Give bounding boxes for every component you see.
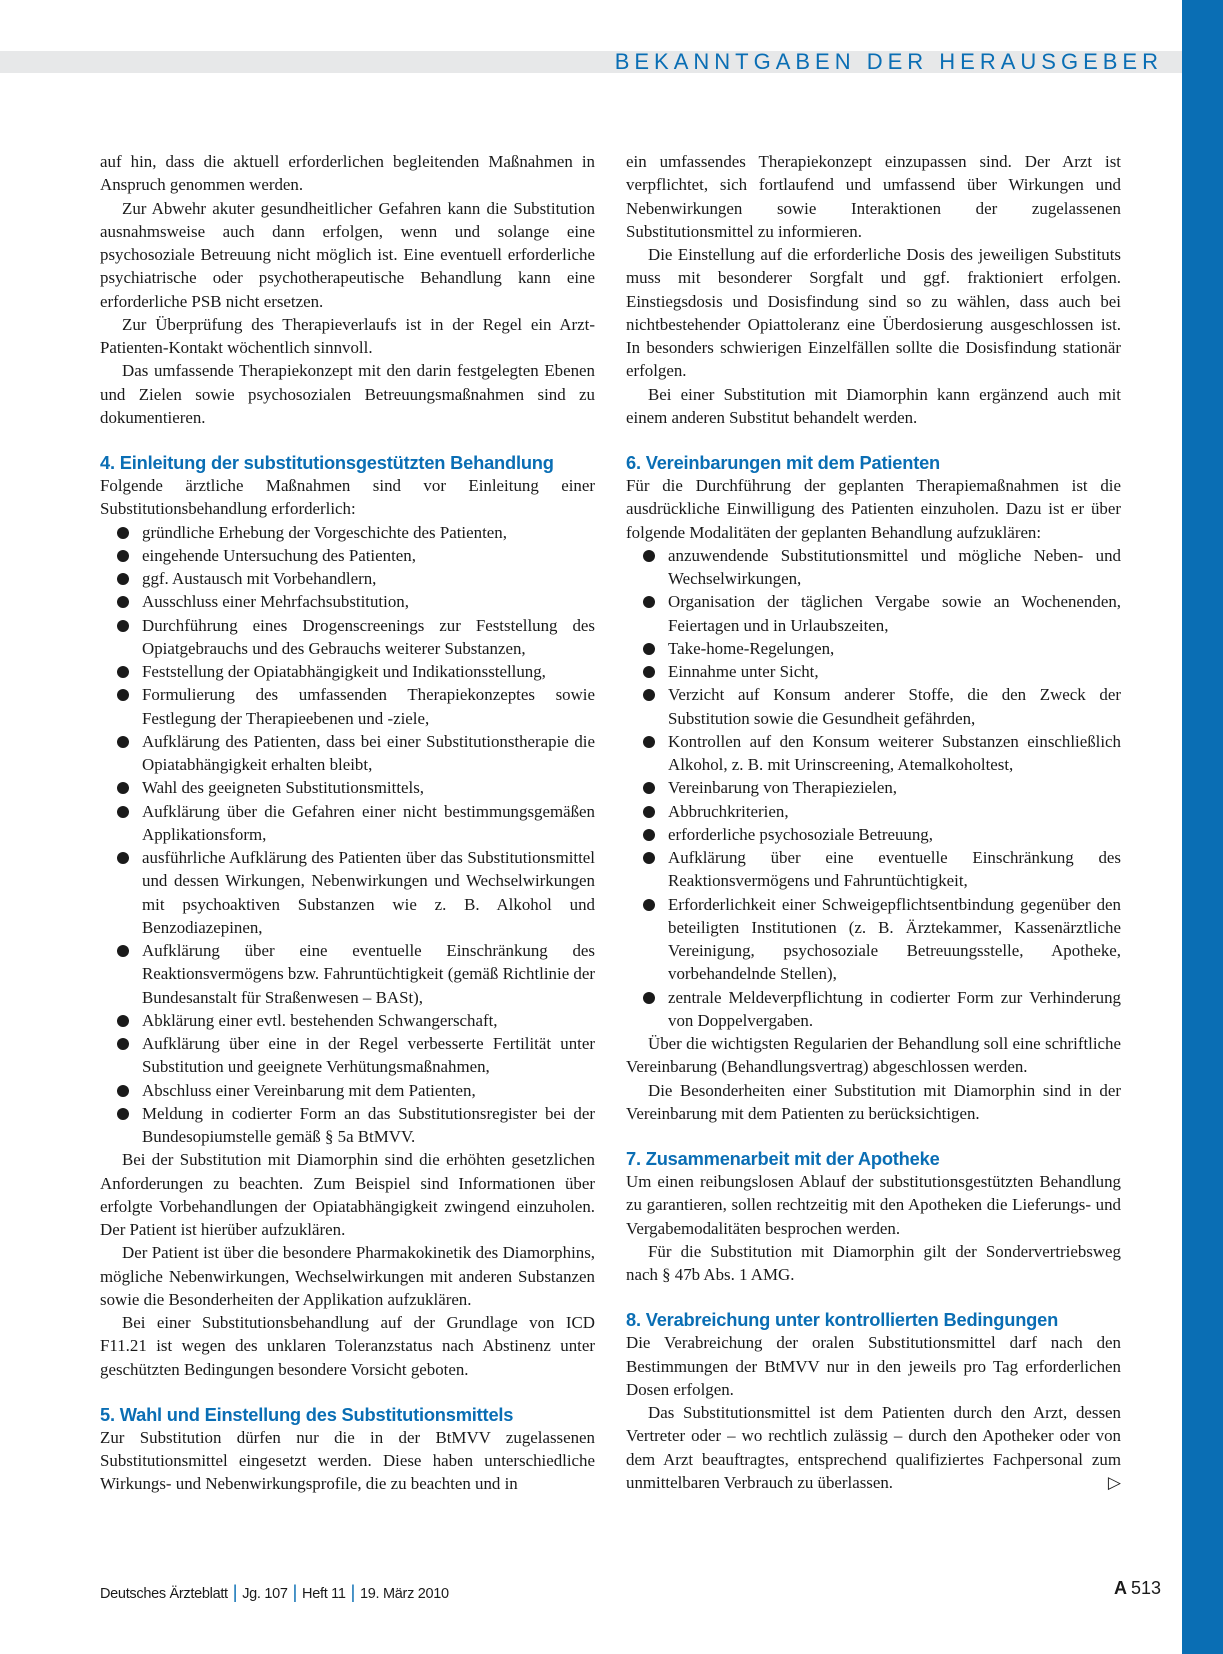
- list-item: Vereinbarung von Therapiezielen,: [626, 776, 1121, 799]
- section-heading-6: 6. Vereinbarungen mit dem Patienten: [626, 452, 941, 473]
- list-item: Abklärung einer evtl. bestehenden Schwangerschaft,: [100, 1009, 595, 1032]
- paragraph: Bei der Substitution mit Diamorphin sind die erhöhten gesetzlichen Anforderungen zu beachten. Zum Beispiel sind Informationen über erfolgte Vorbehandlungen der Opiatabhängigkeit zwingend einzuholen. Der Patient ist hierüber aufzuklären.: [100, 1150, 595, 1239]
- list-item: gründliche Erhebung der Vorgeschichte des Patienten,: [100, 521, 595, 544]
- section-heading-5: 5. Wahl und Einstellung des Substitutionsmittels: [100, 1403, 514, 1425]
- list-item: zentrale Meldeverpflichtung in codierter Form zur Verhinderung von Doppelvergaben.: [626, 986, 1121, 1033]
- paragraph: Zur Abwehr akuter gesundheitlicher Gefahren kann die Substitution ausnahmsweise auch dann erfolgen, wenn und solange eine psychosoziale Betreuung nicht möglich ist. Eine eventuell erforderliche psychiatrische oder psychotherapeutische Behandlung kann eine erforderliche PSB nicht ersetzen.: [100, 198, 595, 311]
- paragraph: Zur Substitution dürfen nur die in der BtMVV zugelassenen Substitutionsmittel eingesetzt werden. Diese haben unterschiedliche Wirkungs- und Nebenwirkungsprofile, die zu beachten und in: [100, 1427, 595, 1494]
- separator: |: [350, 1582, 356, 1602]
- section-header-title: BEKANNTGABEN DER HERAUSGEBER: [614, 49, 1163, 74]
- left-column: [100, 150, 595, 1496]
- paragraph: auf hin, dass die aktuell erforderlichen begleitenden Maßnahmen in Anspruch genommen werden.: [100, 152, 595, 195]
- paragraph: Die Verabreichung der oralen Substitutionsmittel darf nach den Bestimmungen der BtMVV nur in den jeweils pro Tag erforderlichen Dosen erfolgen.: [626, 1333, 1121, 1399]
- list-item: Kontrollen auf den Konsum weiterer Substanzen einschließlich Alkohol, z. B. mit Urinscreening, Atemalkoholtest,: [626, 730, 1121, 777]
- section-heading-8: 8. Verabreichung unter kontrollierten Bedingungen: [626, 1309, 1059, 1331]
- list-item: Abbruchkriterien,: [626, 800, 1121, 823]
- list-item: ggf. Austausch mit Vorbehandlern,: [100, 567, 595, 590]
- page-footer: [100, 1578, 1161, 1604]
- paragraph: Für die Substitution mit Diamorphin gilt der Sondervertriebsweg nach § 47b Abs. 1 AMG.: [626, 1241, 1121, 1284]
- list-item: Aufklärung über eine in der Regel verbesserte Fertilität unter Substitution und geeignete Verhütungsmaßnahmen,: [100, 1032, 595, 1079]
- paragraph: Bei einer Substitution mit Diamorphin kann ergänzend auch mit einem anderen Substitut behandelt werden.: [626, 384, 1121, 427]
- list-item: Einnahme unter Sicht,: [626, 660, 1121, 683]
- paragraph: Zur Überprüfung des Therapieverlaufs ist in der Regel ein Arzt-Patienten-Kontakt wöchentlich sinnvoll.: [100, 314, 595, 357]
- list-item: Formulierung des umfassenden Therapiekonzeptes sowie Festlegung der Therapieebenen und -ziele,: [100, 683, 595, 730]
- list-item: Aufklärung über die Gefahren einer nicht bestimmungsgemäßen Applikationsform,: [100, 800, 595, 847]
- list-item: Meldung in codierter Form an das Substitutionsregister bei der Bundesopiumstelle gemäß § 5a BtMVV.: [100, 1102, 595, 1149]
- list-item: Erforderlichkeit einer Schweigepflichtsentbindung gegenüber den beteiligten Institutionen (z. B. Ärztekammer, Kassenärztliche Vereinigung, psychosoziale Betreuungsstelle, Apotheke, vorbehandelnde Stellen),: [626, 893, 1121, 986]
- list-item: Verzicht auf Konsum anderer Stoffe, die den Zweck der Substitution sowie die Gesundheit gefährden,: [626, 683, 1121, 730]
- measures-list: [100, 521, 595, 1149]
- list-item: Feststellung der Opiatabhängigkeit und Indikationsstellung,: [100, 660, 595, 683]
- list-item: Wahl des geeigneten Substitutionsmittels,: [100, 776, 595, 799]
- list-item: eingehende Untersuchung des Patienten,: [100, 544, 595, 567]
- paragraph: Das Substitutionsmittel ist dem Patienten durch den Arzt, dessen Vertreter oder – wo rechtlich zulässig – durch den Apotheker oder von dem Arzt beauftragtes, entsprechend qualifiziertes Fachpersonal zum unmittelbaren Verbrauch zu überlassen.: [626, 1403, 1121, 1492]
- paragraph: Bei einer Substitutionsbehandlung auf der Grundlage von ICD F11.21 ist wegen des unklaren Toleranzstatus nach Abstinenz unter geschützten Bedingungen besondere Vorsicht geboten.: [100, 1313, 595, 1379]
- list-item: Aufklärung über eine eventuelle Einschränkung des Reaktionsvermögens und Fahruntüchtigkeit,: [626, 846, 1121, 893]
- paragraph: Um einen reibungslosen Ablauf der substitutionsgestützten Behandlung zu garantieren, sollen rechtzeitig mit den Apotheken die Lieferungs- und Vergabemodalitäten besprochen werden.: [626, 1172, 1121, 1238]
- paragraph: Der Patient ist über die besondere Pharmakokinetik des Diamorphins, mögliche Nebenwirkungen, Wechselwirkungen mit anderen Substanzen sowie die Besonderheiten der Applikation aufzuklären.: [100, 1243, 595, 1309]
- list-item: Ausschluss einer Mehrfachsubstitution,: [100, 590, 595, 613]
- paragraph: Die Einstellung auf die erforderliche Dosis des jeweiligen Substituts muss mit besonderer Sorgfalt und ggf. fraktioniert erfolgen. Einstiegsdosis und Dosisfindung sind so zu wählen, dass auch bei nichtbestehender Opiattoleranz eine Überdosierung ausgeschlossen ist. In besonders schwierigen Einzelfällen sollte die Dosisfindung stationär erfolgen.: [626, 245, 1121, 381]
- volume: Jg. 107: [242, 1586, 288, 1602]
- paragraph: Über die wichtigsten Regularien der Behandlung soll eine schriftliche Vereinbarung (Behandlungsvertrag) abgeschlossen werden.: [626, 1034, 1121, 1077]
- journal-name: Deutsches Ärzteblatt: [100, 1586, 228, 1602]
- list-item: Take-home-Regelungen,: [626, 637, 1121, 660]
- paragraph: Das umfassende Therapiekonzept mit den darin festgelegten Ebenen und Zielen sowie psychosozialen Betreuungsmaßnahmen sind zu dokumentieren.: [100, 361, 595, 427]
- list-item: Aufklärung über eine eventuelle Einschränkung des Reaktionsvermögens bzw. Fahruntüchtigkeit (gemäß Richtlinie der Bundesanstalt für Straßenwesen – BASt),: [100, 939, 595, 1009]
- list-item: Aufklärung des Patienten, dass bei einer Substitutionstherapie die Opiatabhängigkeit erhalten bleibt,: [100, 730, 595, 777]
- right-column: [626, 150, 1121, 1494]
- paragraph: ein umfassendes Therapiekonzept einzupassen sind. Der Arzt ist verpflichtet, sich fortlaufend und umfassend über Wirkungen und Nebenwirkungen sowie Interaktionen der zugelassenen Substitutionsmittel zu informieren.: [626, 152, 1121, 241]
- page-prefix: A: [1113, 1578, 1127, 1598]
- paragraph: Die Besonderheiten einer Substitution mit Diamorphin sind in der Vereinbarung mit dem Patienten zu berücksichtigen.: [626, 1080, 1121, 1123]
- separator: |: [232, 1582, 238, 1602]
- continue-arrow-icon: ▷: [1107, 1473, 1121, 1492]
- agreement-list: [626, 544, 1121, 1032]
- list-item: Abschluss einer Vereinbarung mit dem Patienten,: [100, 1079, 595, 1102]
- citation: [100, 1582, 449, 1603]
- section-heading-4: 4. Einleitung der substitutionsgestützten Behandlung: [100, 452, 554, 473]
- list-item: erforderliche psychosoziale Betreuung,: [626, 823, 1121, 846]
- issue: Heft 11: [302, 1586, 346, 1602]
- list-item: Durchführung eines Drogenscreenings zur Feststellung des Opiatgebrauchs und des Gebrauchs weiterer Substanzen,: [100, 614, 595, 661]
- separator: |: [292, 1582, 298, 1602]
- list-item: anzuwendende Substitutionsmittel und mögliche Neben- und Wechselwirkungen,: [626, 544, 1121, 591]
- section-intro: Folgende ärztliche Maßnahmen sind vor Einleitung einer Substitutionsbehandlung erforderlich:: [100, 476, 595, 519]
- right-accent-bar: [1182, 0, 1223, 1654]
- page-number-value: 513: [1130, 1578, 1161, 1598]
- section-heading-7: 7. Zusammenarbeit mit der Apotheke: [626, 1148, 940, 1169]
- section-intro: Für die Durchführung der geplanten Therapiemaßnahmen ist die ausdrückliche Einwilligung des Patienten einzuholen. Dazu ist er über folgende Modalitäten der geplanten Behandlung aufzuklären:: [626, 476, 1121, 542]
- issue-date: 19. März 2010: [360, 1586, 449, 1602]
- list-item: Organisation der täglichen Vergabe sowie an Wochenenden, Feiertagen und in Urlaubszeiten,: [626, 590, 1121, 637]
- list-item: ausführliche Aufklärung des Patienten über das Substitutionsmittel und dessen Wirkungen, Nebenwirkungen und Wechselwirkungen mit psychoaktiven Substanzen wie z. B. Alkohol und Benzodiazepinen,: [100, 846, 595, 939]
- page-number: [1114, 1578, 1161, 1599]
